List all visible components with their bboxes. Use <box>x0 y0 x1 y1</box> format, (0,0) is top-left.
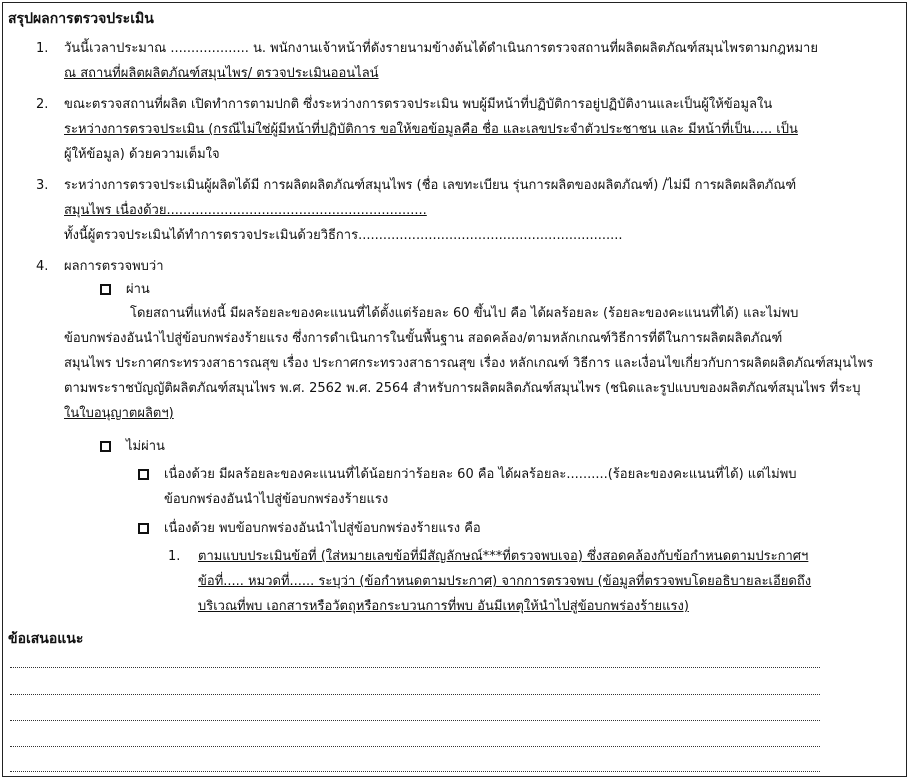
item-1-line-2: ณ สถานที่ผลิตผลิตภัณฑ์สมุนไพร/ ตรวจประเมินออนไลน์ <box>64 66 379 81</box>
fail-reason-1-line-2: ข้อบกพร่องอันนำไปสู่ข้อบกพร่องร้ายแรง <box>164 492 389 507</box>
pass-line-3: สมุนไพร ประกาศกระทรวงสาธารณสุข เรื่อง ประกาศกระทรวงสาธารณสุข เรื่อง หลักเกณฑ์ วิธีการ และเงื่อนไขเกี่ยวกับการผลิตผลิตภัณฑ์สมุนไพร <box>64 356 874 371</box>
item-2-number: 2. <box>36 97 49 112</box>
fail-checkbox[interactable] <box>100 441 111 452</box>
item-3-line-1: ระหว่างการตรวจประเมินผู้ผลิตได้มี การผลิตผลิตภัณฑ์สมุนไพร (ชื่อ เลขทะเบียน รุ่นการผลิตของผลิตภัณฑ์) /ไม่มี การผลิตผลิตภัณฑ์ <box>64 178 797 193</box>
pass-line-2: ข้อบกพร่องอันนำไปสู่ข้อบกพร่องร้ายแรง ซึ่งการดำเนินการในขั้นพื้นฐาน สอดคล้อง/ตามหลักเกณฑ์วิธีการที่ดีในการผลิตผลิตภัณฑ์ <box>64 331 783 346</box>
recommend-heading: ข้อเสนอแนะ <box>8 631 84 647</box>
item-2-line-2: ระหว่างการตรวจประเมิน (กรณีไม่ใช่ผู้มีหน้าที่ปฏิบัติการ ขอให้ขอข้อมูลคือ ชื่อ และเลขประจำตัวประชาชน และ มีหน้าที่เป็น..... เป็น <box>64 122 798 137</box>
pass-line-5: ในใบอนุญาตผลิตฯ) <box>64 406 174 421</box>
item-1-number: 1. <box>36 41 49 56</box>
fail-sub-line-3: บริเวณที่พบ เอกสารหรือวัตถุหรือกระบวนการที่พบ อันมีเหตุให้นำไปสู่ข้อบกพร่องร้ายแรง) <box>198 599 689 614</box>
item-3-number: 3. <box>36 178 49 193</box>
recommend-line-2[interactable] <box>10 694 820 695</box>
item-4-line-1: ผลการตรวจพบว่า <box>64 259 164 274</box>
recommend-line-5[interactable] <box>10 771 820 772</box>
recommend-line-1[interactable] <box>10 667 820 668</box>
fail-label: ไม่ผ่าน <box>126 439 165 454</box>
fail-sub-number: 1. <box>168 549 181 564</box>
item-4-number: 4. <box>36 259 49 274</box>
item-2-line-1: ขณะตรวจสถานที่ผลิต เปิดทำการตามปกติ ซึ่งระหว่างการตรวจประเมิน พบผู้มีหน้าที่ปฏิบัติการอยู่ปฏิบัติงานและเป็นผู้ให้ข้อมูลใน <box>64 97 773 112</box>
item-3-line-2: สมุนไพร เนื่องด้วย............................................................... <box>64 203 427 218</box>
item-2-line-3: ผู้ให้ข้อมูล) ด้วยความเต็มใจ <box>64 147 220 162</box>
fail-reason-2-label: เนื่องด้วย พบข้อบกพร่องอันนำไปสู่ข้อบกพร่องร้ายแรง คือ <box>164 521 481 536</box>
fail-reason-1-line-1: เนื่องด้วย มีผลร้อยละของคะแนนที่ได้น้อยกว่าร้อยละ 60 คือ ได้ผลร้อยละ..........(ร้อยละของคะแนนที่ได้) แต่ไม่พบ <box>164 467 797 482</box>
pass-label: ผ่าน <box>126 282 150 297</box>
fail-sub-line-2: ข้อที่..... หมวดที่...... ระบุว่า (ข้อกำหนดตามประกาศ) จากการตรวจพบ (ข้อมูลที่ตรวจพบโดยอธิบายละเอียดถึง <box>198 574 812 589</box>
pass-line-1: โดยสถานที่แห่งนี้ มีผลร้อยละของคะแนนที่ได้ตั้งแต่ร้อยละ 60 ขึ้นไป คือ ได้ผลร้อยละ (ร้อยละของคะแนนที่ได้) และไม่พบ <box>130 306 799 321</box>
item-3-line-3: ทั้งนี้ผู้ตรวจประเมินได้ทำการตรวจประเมินด้วยวิธีการ................................................................ <box>64 228 623 243</box>
pass-line-4: ตามพระราชบัญญัติผลิตภัณฑ์สมุนไพร พ.ศ. 2562 พ.ศ. 2564 สำหรับการผลิตผลิตภัณฑ์สมุนไพร (ชนิดและรูปแบบของผลิตภัณฑ์สมุนไพร ที่ระบุ <box>64 381 861 396</box>
pass-checkbox[interactable] <box>100 284 111 295</box>
recommend-line-3[interactable] <box>10 720 820 721</box>
fail-sub-line-1: ตามแบบประเมินข้อที่ (ใส่หมายเลขข้อที่มีสัญลักษณ์***ที่ตรวจพบเจอ) ซึ่งสอดคล้องกับข้อกำหนดตามประกาศฯ <box>198 549 809 564</box>
fail-reason-1-checkbox[interactable] <box>138 469 149 480</box>
fail-reason-2-checkbox[interactable] <box>138 523 149 534</box>
recommend-line-4[interactable] <box>10 746 820 747</box>
summary-heading: สรุปผลการตรวจประเมิน <box>8 11 154 27</box>
item-1-line-1: วันนี้เวลาประมาณ ................... น. พนักงานเจ้าหน้าที่ดังรายนามข้างต้นได้ดำเนินการตรวจสถานที่ผลิตผลิตภัณฑ์สมุนไพรตามกฎหมาย <box>64 41 818 56</box>
